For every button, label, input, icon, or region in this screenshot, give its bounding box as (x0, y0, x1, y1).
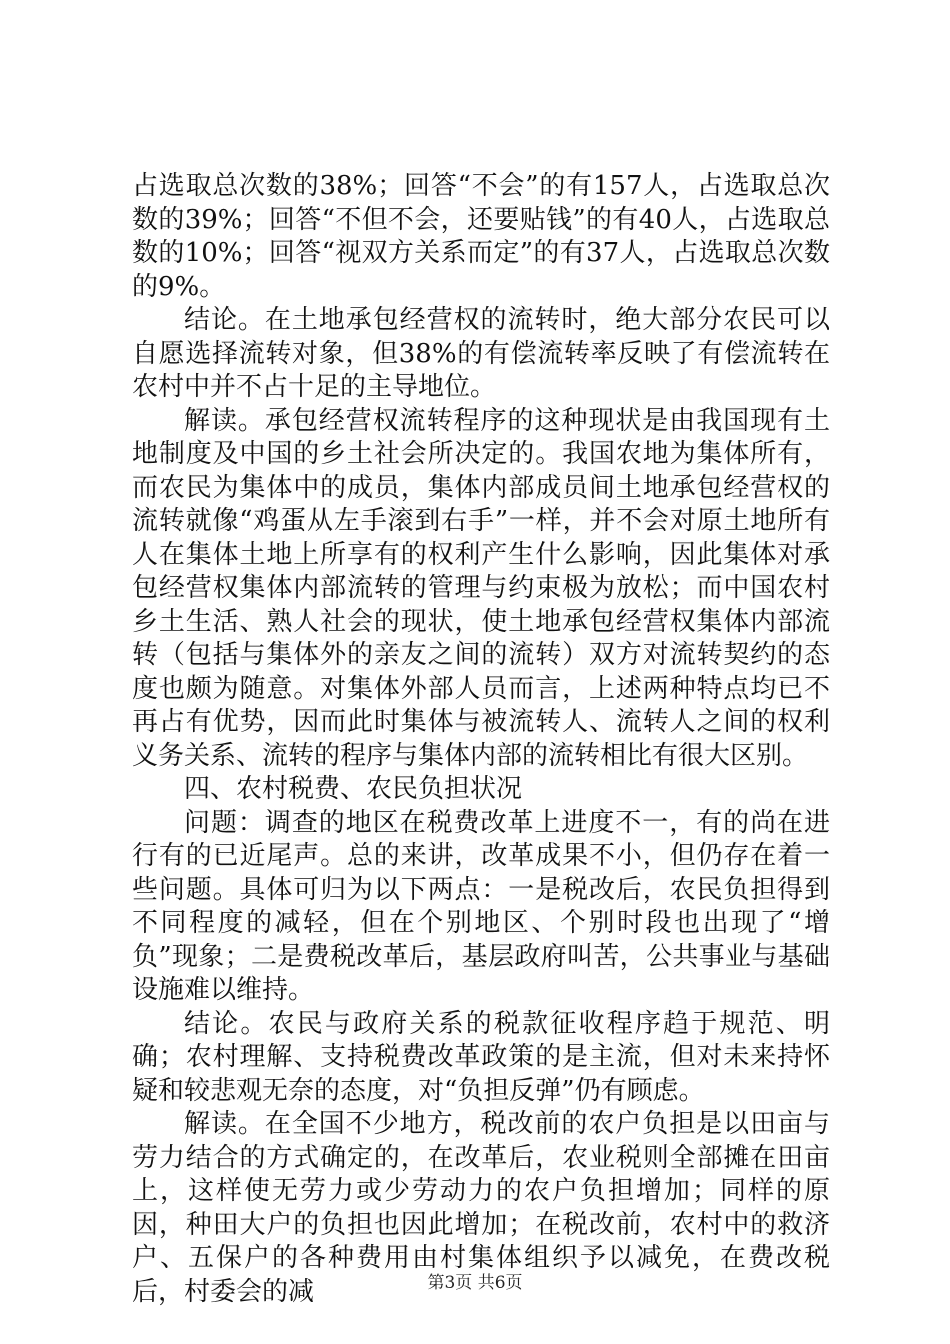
paragraph-problem-taxes: 问题：调查的地区在税费改革上进度不一，有的尚在进行有的已近尾声。总的来讲，改革成果不小，但仍存在着一些问题。具体可归为以下两点：一是税改后，农民负担得到不同程度的减轻，但在个别地区、个别时段也出现了“增负”现象；二是费税改革后，基层政府叫苦，公共事业与基础设施难以维持。 (132, 807, 830, 1005)
section-heading-taxes: 四、农村税费、农民负担状况 (184, 774, 523, 804)
paragraph-survey-results: 占选取总次数的38%；回答“不会”的有157人，占选取总次数的39%；回答“不但不会，还要贴钱”的有40人，占选取总数的10%；回答“视双方关系而定”的有37人，占选取总次数的9%。 (132, 171, 830, 302)
paragraph-interpretation-taxes: 解读。在全国不少地方，税改前的农户负担是以田亩与劳力结合的方式确定的，在改革后，农业税则全部摊在田亩上，这样使无劳力或少劳动力的农户负担增加；同样的原因，种田大户的负担也因此增加；在税改前，农村中的救济户、五保户的各种费用由村集体组织予以减免，在费改税后，村委会的减 (132, 1109, 830, 1307)
page-footer: 第3页 共6页 (427, 1273, 523, 1293)
paragraph-conclusion-transfer: 结论。在土地承包经营权的流转时，绝大部分农民可以自愿选择流转对象，但38%的有偿流转率反映了有偿流转在农村中并不占十足的主导地位。 (132, 305, 830, 402)
paragraph-conclusion-taxes: 结论。农民与政府关系的税款征收程序趋于规范、明确；农村理解、支持税费改革政策的是主流，但对未来持怀疑和较悲观无奈的态度，对“负担反弹”仍有顾虑。 (132, 1008, 830, 1106)
paragraph-interpretation-transfer: 解读。承包经营权流转程序的这种现状是由我国现有土地制度及中国的乡土社会所决定的。我国农地为集体所有，而农民为集体中的成员，集体内部成员间土地承包经营权的流转就像“鸡蛋从左手滚到右手”一样，并不会对原土地所有人在集体土地上所享有的权利产生什么影响，因此集体对承包经营权集体内部流转的管理与约束极为放松；而中国农村乡土生活、熟人社会的现状，使土地承包经营权集体内部流转（包括与集体外的亲友之间的流转）双方对流转契约的态度也颇为随意。对集体外部人员而言，上述两种特点均已不再占有优势，因而此时集体与被流转人、流转人之间的权利义务关系、流转的程序与集体内部的流转相比有很大区别。 (132, 405, 830, 771)
document-body (132, 170, 830, 1309)
